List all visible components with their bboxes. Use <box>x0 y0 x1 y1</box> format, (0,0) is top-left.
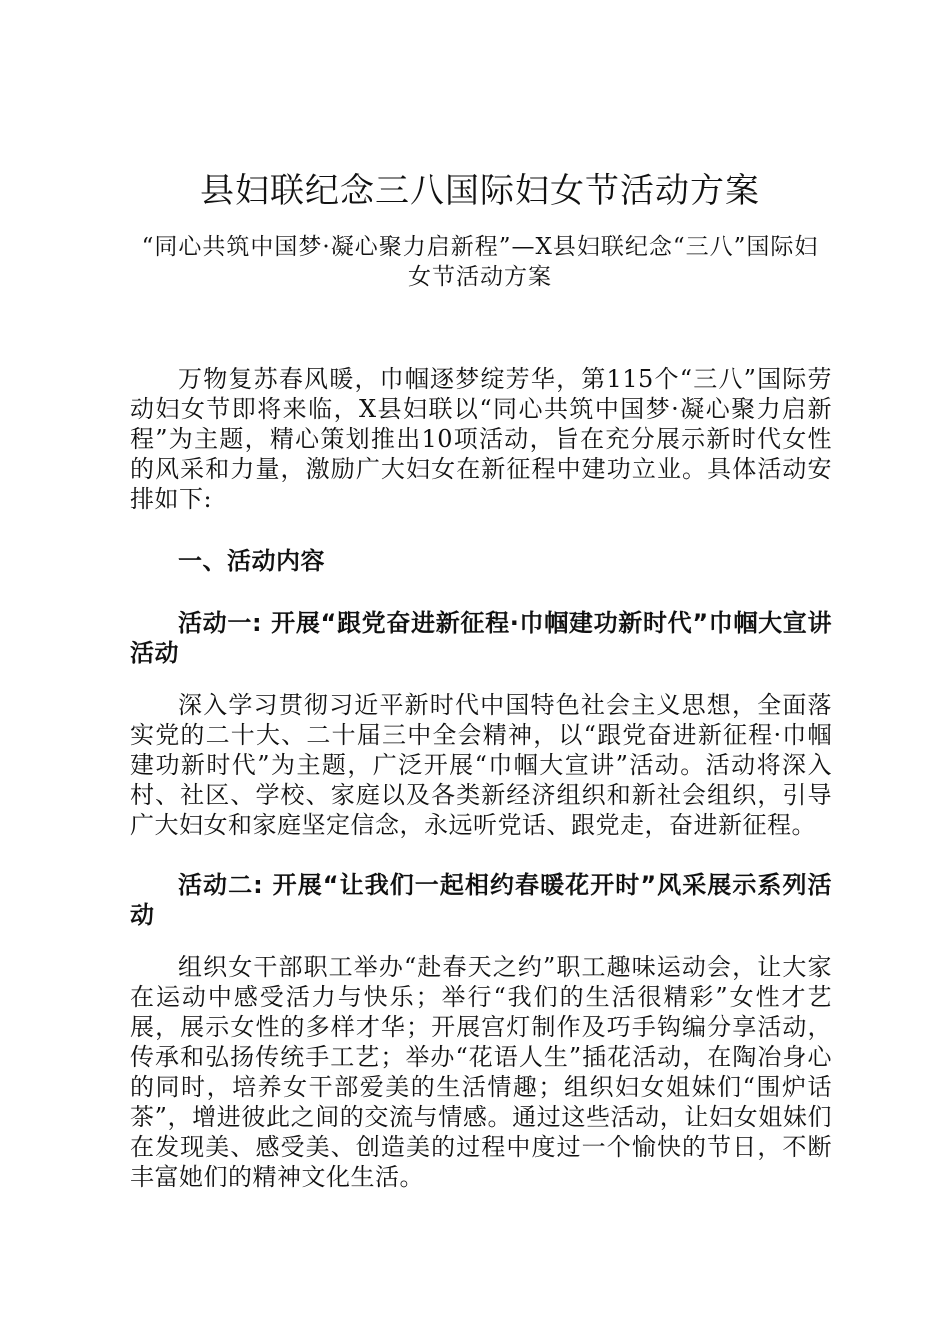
document-body <box>130 364 832 1192</box>
activity-one-heading: 活动一: 开展“跟党奋进新征程·巾帼建功新时代”巾帼大宣讲活动 <box>130 609 832 667</box>
activity-two-body: 组织女干部职工举办“赴春天之约”职工趣味运动会，让大家在运动中感受活力与快乐；举行“我们的生活很精彩”女性才艺展，展示女性的多样才华；开展宫灯制作及巧手钩编分享活动，传承和弘扬传统手工艺；举办“花语人生”插花活动，在陶冶身心的同时，培养女干部爱美的生活情趣；组织妇女姐妹们“围炉话茶”，增进彼此之间的交流与情感。通过这些活动，让妇女姐妹们在发现美、感受美、创造美的过程中度过一个愉快的节日，不断丰富她们的精神文化生活。 <box>130 953 832 1191</box>
intro-paragraph: 万物复苏春风暖，巾帼逐梦绽芳华，第115个“三八”国际劳动妇女节即将来临，X县妇联以“同心共筑中国梦·凝心聚力启新程”为主题，精心策划推出10项活动，旨在充分展示新时代女性的风采和力量，激励广大妇女在新征程中建功立业。具体活动安排如下: <box>130 365 832 513</box>
section-heading-content: 一、活动内容 <box>178 547 325 575</box>
document-title: 县妇联纪念三八国际妇女节活动方案 <box>200 171 760 211</box>
activity-two-heading: 活动二: 开展“让我们一起相约春暖花开时”风采展示系列活动 <box>130 871 832 929</box>
document-subtitle: “同心共筑中国梦·凝心聚力启新程”—X县妇联纪念“三八”国际妇女节活动方案 <box>141 234 819 290</box>
activity-one-body: 深入学习贯彻习近平新时代中国特色社会主义思想，全面落实党的二十大、二十届三中全会精神，以“跟党奋进新征程·巾帼建功新时代”为主题，广泛开展“巾帼大宣讲”活动。活动将深入村、社区、学校、家庭以及各类新经济组织和新社会组织，引导广大妇女和家庭坚定信念，永远听党话、跟党走，奋进新征程。 <box>130 691 832 839</box>
